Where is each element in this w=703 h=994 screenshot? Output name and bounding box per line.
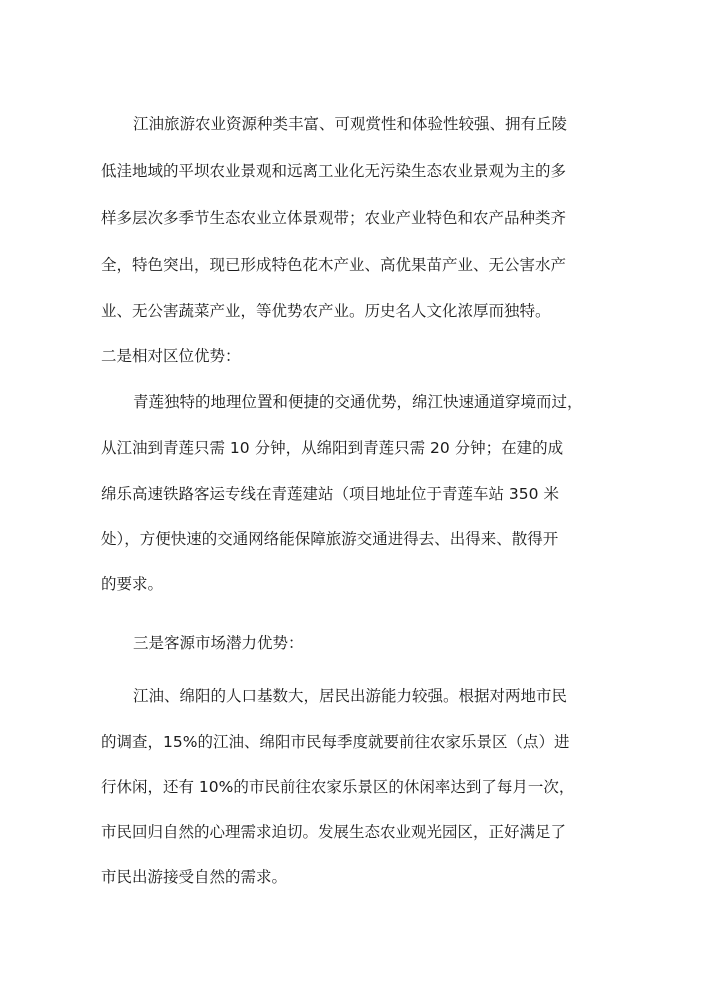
paragraph-1-line-4: 全，特色突出，现已形成特色花木产业、高优果苗产业、无公害水产 (101, 256, 567, 274)
section-heading-market: 三是客源市场潜力优势： (133, 634, 304, 652)
paragraph-1-line-3: 样多层次多季节生态农业立体景观带；农业产业特色和农产品种类齐 (101, 209, 567, 227)
paragraph-2-line-2: 从江油到青莲只需 10 分钟，从绵阳到青莲只需 20 分钟；在建的成 (101, 439, 564, 457)
paragraph-2-line-1: 青莲独特的地理位置和便捷的交通优势，绵江快速通道穿境而过， (133, 393, 583, 411)
paragraph-1-line-2: 低洼地域的平坝农业景观和远离工业化无污染生态农业景观为主的多 (101, 162, 567, 180)
paragraph-2-line-4: 处），方便快速的交通网络能保障旅游交通进得去、出得来、散得开 (101, 530, 559, 548)
paragraph-3-line-3: 行休闲，还有 10%的市民前往农家乐景区的休闲率达到了每月一次， (101, 778, 575, 796)
paragraph-3-line-2: 的调查，15%的江油、绵阳市民每季度就要前往农家乐景区（点）进 (101, 733, 570, 751)
paragraph-2-line-3: 绵乐高速铁路客运专线在青莲建站（项目地址位于青莲车站 350 米 (101, 485, 559, 503)
paragraph-3-line-4: 市民回归自然的心理需求迫切。发展生态农业观光园区，正好满足了 (101, 823, 567, 841)
paragraph-2-line-5: 的要求。 (101, 575, 164, 593)
paragraph-3-line-5: 市民出游接受自然的需求。 (101, 868, 288, 886)
section-heading-location: 二是相对区位优势： (101, 347, 241, 365)
paragraph-1-line-5: 业、无公害蔬菜产业，等优势农产业。历史名人文化浓厚而独特。 (101, 302, 551, 320)
paragraph-3-line-1: 江油、绵阳的人口基数大，居民出游能力较强。根据对两地市民 (133, 687, 568, 705)
paragraph-1-line-1: 江油旅游农业资源种类丰富、可观赏性和体验性较强、拥有丘陵 (133, 115, 568, 133)
